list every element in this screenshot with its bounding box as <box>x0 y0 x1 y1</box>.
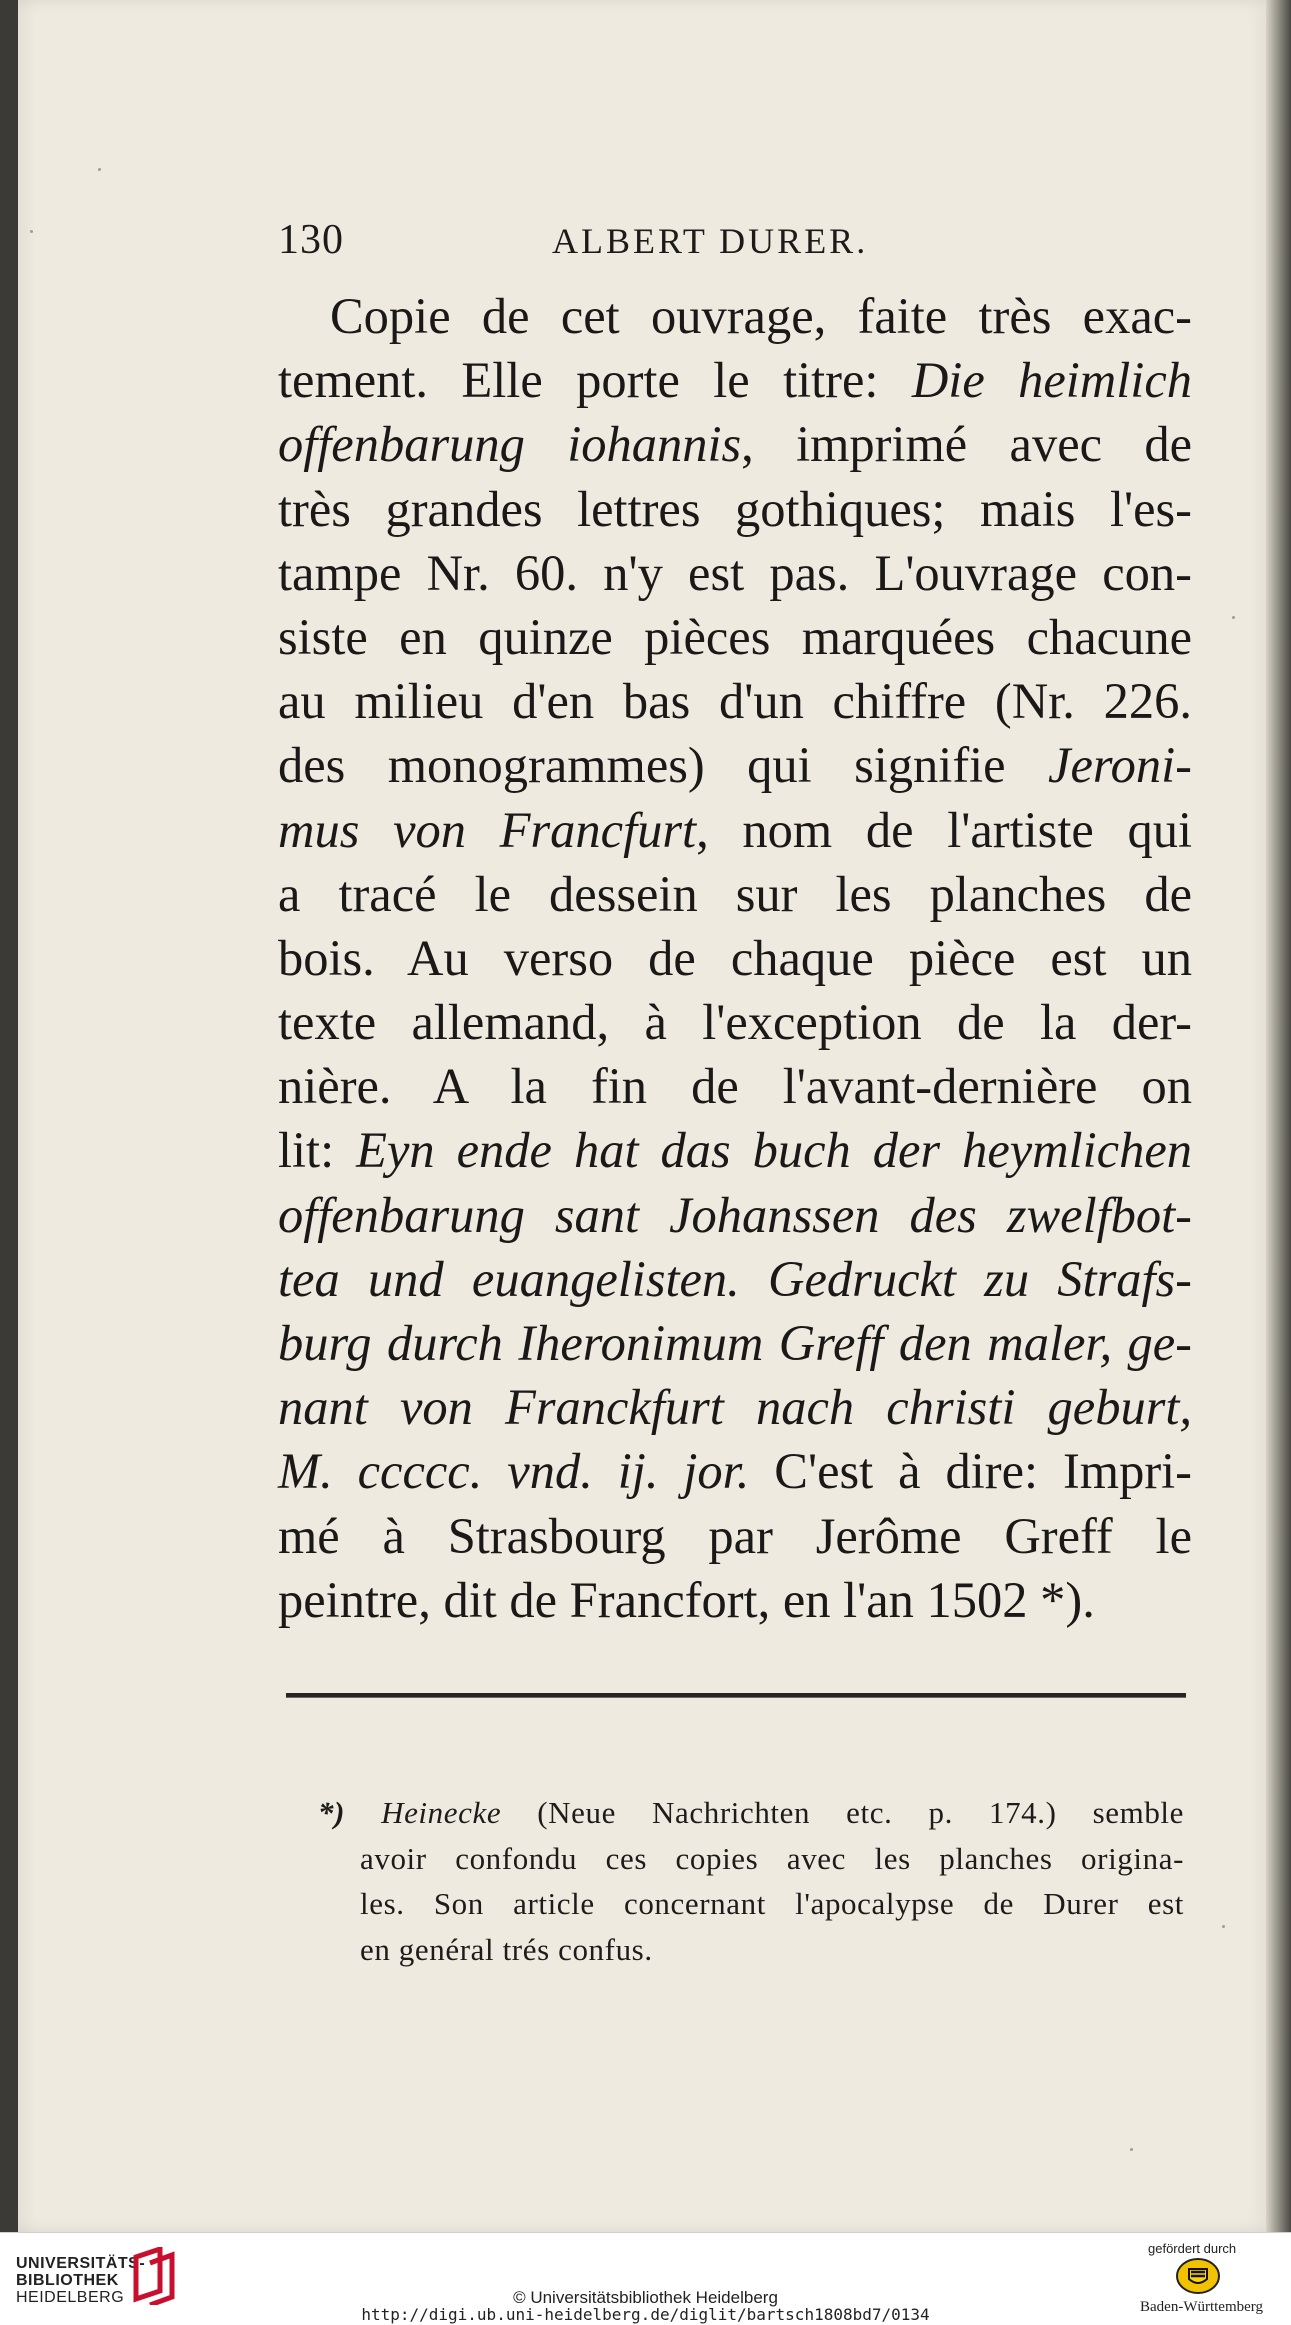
paper-speck <box>1222 1925 1225 1928</box>
footnote-line <box>318 1881 1184 1927</box>
footnote-italic-text: Heinecke <box>381 1795 502 1830</box>
body-line <box>278 477 1192 541</box>
body-italic-text: nant von Franckfurt nach christi geburt, <box>278 1379 1192 1436</box>
footnote-text: en genéral trés confus. <box>360 1931 653 1967</box>
paper-speck <box>1130 2148 1133 2151</box>
running-title: ALBERT DURER. <box>552 221 869 261</box>
body-line <box>278 1247 1192 1311</box>
footnote-line <box>318 1790 1184 1836</box>
body-line <box>278 990 1192 1054</box>
body-text: bois. Au verso de chaque pièce est un <box>278 929 1192 986</box>
body-text: tampe Nr. 60. n'y est pas. L'ouvrage con- <box>278 544 1192 601</box>
body-text: a tracé le dessein sur les planches de <box>278 865 1192 922</box>
body-text: tement. Elle porte le titre: <box>278 352 912 409</box>
body-line <box>278 1568 1192 1632</box>
body-italic-text: Jeroni- <box>1048 737 1192 794</box>
footnote-text: avoir confondu ces copies avec les planches origina- <box>360 1840 1184 1876</box>
body-text <box>278 284 1192 1632</box>
running-head <box>262 216 1202 276</box>
body-line <box>278 1375 1192 1439</box>
body-text: , imprimé avec de <box>741 416 1193 473</box>
body-text: des monogrammes) qui signifie <box>278 737 1049 794</box>
footnote-text: (Neue Nachrichten etc. p. 174.) semble <box>501 1795 1184 1830</box>
paper-speck <box>1232 616 1235 619</box>
body-line <box>278 1439 1192 1503</box>
library-name-line1: UNIVERSITÄTS- <box>16 2255 146 2272</box>
state-coat-of-arms-icon <box>1175 2257 1221 2295</box>
paper-speck <box>30 230 33 233</box>
body-line <box>278 541 1192 605</box>
body-italic-text: offenbarung sant Johanssen des zwelfbot- <box>278 1186 1192 1243</box>
body-text: , nom de l'artiste qui <box>696 801 1192 858</box>
body-text: mé à Strasbourg par Jerôme Greff le <box>278 1507 1192 1564</box>
sponsor-label: gefördert durch <box>1148 2241 1237 2256</box>
body-line <box>278 926 1192 990</box>
body-text: peintre, dit de Francfort, en l'an 1502 *). <box>278 1571 1095 1628</box>
sponsor-name: Baden-Württemberg <box>1140 2299 1264 2315</box>
body-line <box>278 1054 1192 1118</box>
body-text: siste en quinze pièces marquées chacune <box>278 608 1192 665</box>
paper-speck <box>98 168 101 171</box>
body-line <box>278 1311 1192 1375</box>
body-text: au milieu d'en bas d'un chiffre (Nr. 226. <box>278 673 1192 730</box>
body-line <box>278 798 1192 862</box>
body-line <box>278 733 1192 797</box>
body-italic-text: Eyn ende hat das buch der heymlichen <box>356 1122 1193 1179</box>
body-line <box>278 1504 1192 1568</box>
body-text: texte allemand, à l'exception de la der- <box>278 994 1192 1051</box>
body-line <box>278 1118 1192 1182</box>
body-text: nière. A la fin de l'avant-dernière on <box>278 1058 1192 1115</box>
body-line <box>278 862 1192 926</box>
footnote <box>318 1790 1184 1972</box>
footnote-text: les. Son article concernant l'apocalypse de Durer est <box>360 1886 1184 1921</box>
body-text: C'est à dire: Impri- <box>749 1443 1192 1500</box>
body-text: très grandes lettres gothiques; mais l'es- <box>278 480 1192 537</box>
footnote-line <box>318 1836 1184 1882</box>
footnote-line <box>318 1927 1184 1973</box>
body-italic-text: burg durch Iheronimum Greff den maler, ge- <box>278 1315 1192 1371</box>
body-line <box>278 284 1192 348</box>
body-italic-text: tea und euangelisten. Gedruckt zu Strafs- <box>278 1250 1192 1307</box>
body-line <box>278 412 1192 476</box>
footnote-separator-rule <box>286 1693 1186 1698</box>
body-text: Copie de cet ouvrage, faite très exac- <box>330 288 1192 344</box>
body-line <box>278 605 1192 669</box>
library-name-line3: HEIDELBERG <box>16 2289 125 2306</box>
body-text: lit: <box>278 1122 357 1179</box>
footer-bar <box>0 2232 1291 2325</box>
copyright-line: © Universitätsbibliothek Heidelberg <box>513 2288 778 2307</box>
page-edge-shadow <box>1266 0 1291 2232</box>
page-number: 130 <box>278 217 344 263</box>
body-line <box>278 669 1192 733</box>
library-name-line2: BIBLIOTHEK <box>16 2272 119 2289</box>
footnote-marker: *) <box>318 1795 382 1830</box>
body-italic-text: M. ccccc. vnd. ij. jor. <box>278 1443 750 1500</box>
body-line <box>278 1183 1192 1247</box>
body-italic-text: offenbarung iohannis <box>278 416 742 473</box>
permalink-url[interactable]: http://digi.ub.uni-heidelberg.de/diglit/bartsch1808bd7/0134 <box>361 2305 930 2324</box>
body-italic-text: Die heimlich <box>911 352 1192 409</box>
body-italic-text: mus von Francfurt <box>278 801 697 858</box>
body-line <box>278 348 1192 412</box>
